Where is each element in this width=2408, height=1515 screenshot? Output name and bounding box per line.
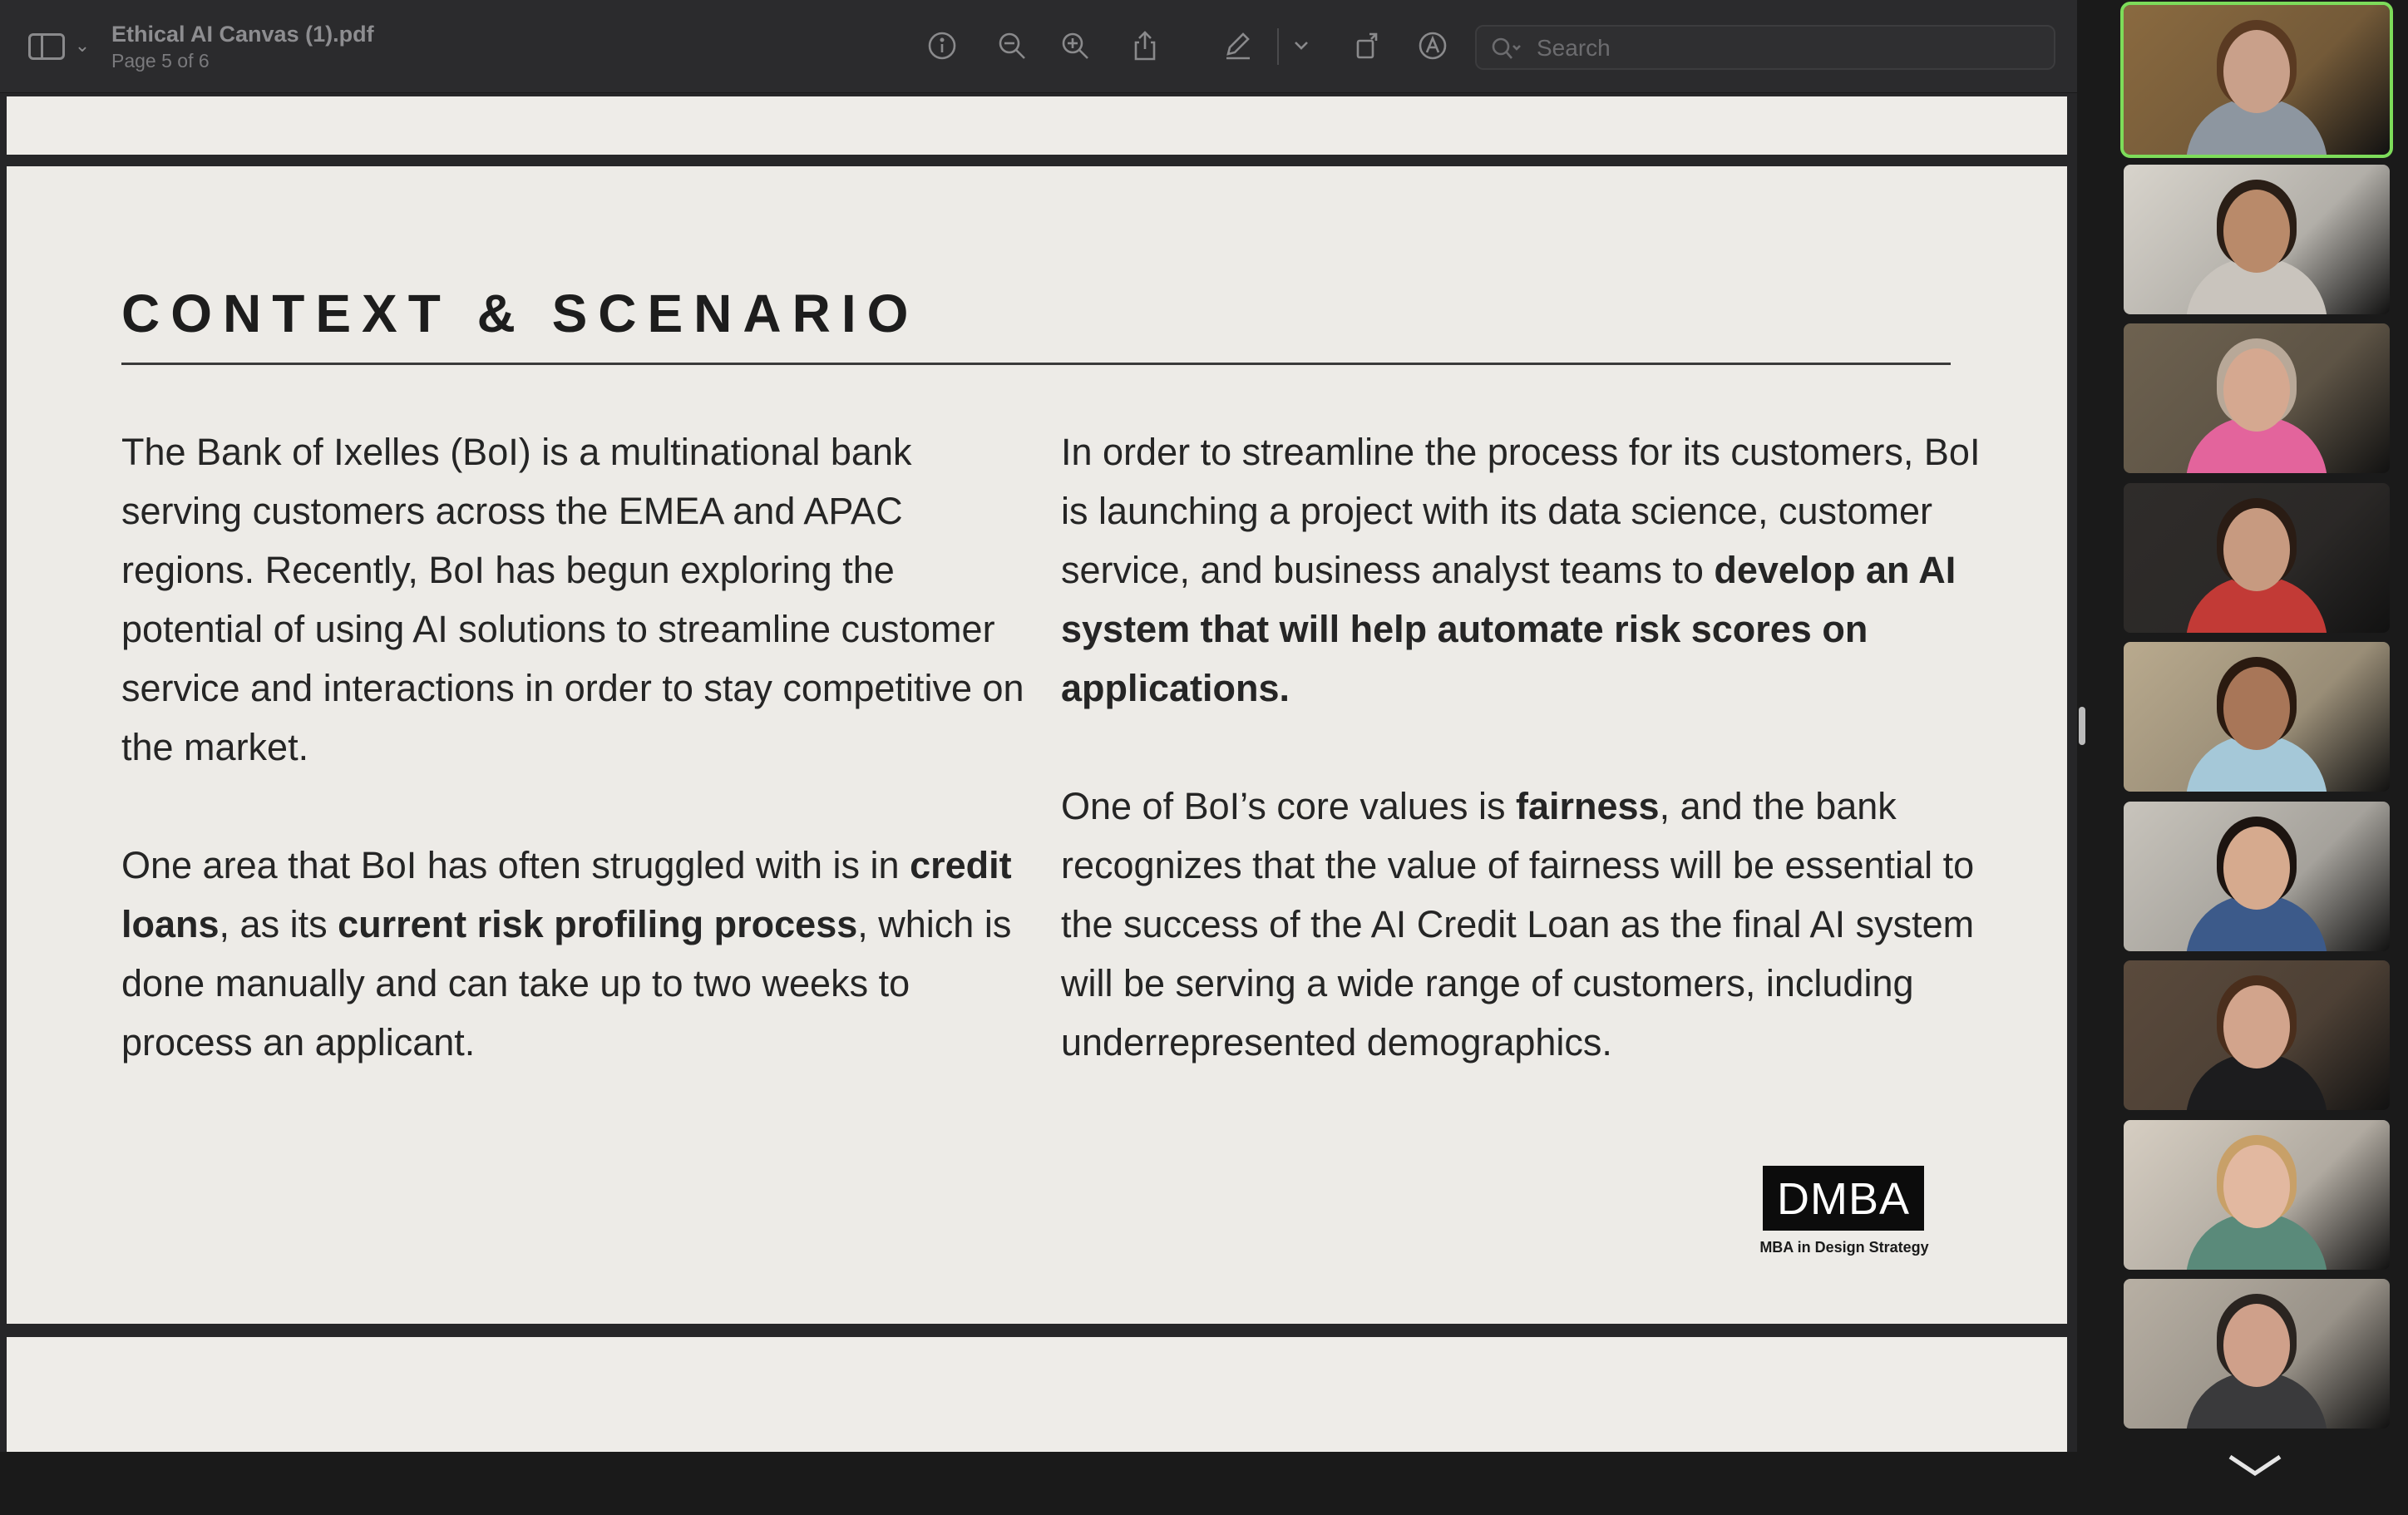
viewer-toolbar: [0, 0, 2077, 93]
participant-video-tile[interactable]: [2124, 642, 2390, 792]
zoom-out-icon[interactable]: [993, 27, 1031, 65]
participant-face: [2223, 667, 2290, 750]
document-title: Ethical AI Canvas (1).pdf: [111, 22, 374, 47]
left-text-column: [121, 422, 1028, 1072]
paragraph: In order to streamline the process for its customers, BoI is launching a project with its data science, customer service, and business analyst teams to develop an AI system that will help automate risk scores on applications.: [1061, 431, 1981, 709]
participant-face: [2223, 190, 2290, 273]
chevron-down-icon[interactable]: [1282, 27, 1320, 65]
participant-face: [2223, 30, 2290, 113]
paragraph: One area that BoI has often struggled with is in credit loans, as its current risk profiling process, which is done manually and can take up to two weeks to process an applicant.: [121, 844, 1012, 1063]
participant-video-tile[interactable]: [2124, 1279, 2390, 1429]
participant-face: [2223, 348, 2290, 432]
slide-heading: CONTEXT & SCENARIO: [121, 284, 920, 343]
sidebar-toggle-icon[interactable]: [28, 33, 65, 60]
next-page: [7, 1337, 2067, 1452]
participant-video-tile[interactable]: [2124, 1120, 2390, 1270]
search-icon: [1490, 36, 1523, 62]
participant-video-tile[interactable]: [2124, 5, 2390, 155]
document-page-current: [7, 166, 2067, 1324]
search-input[interactable]: [1537, 34, 2035, 62]
participant-face: [2223, 1145, 2290, 1228]
participant-face: [2223, 985, 2290, 1068]
participant-face: [2223, 508, 2290, 591]
zoom-in-icon[interactable]: [1056, 27, 1094, 65]
toolbar-divider: [1277, 28, 1279, 65]
participant-video-tile[interactable]: [2124, 323, 2390, 473]
annotate-icon[interactable]: [1414, 27, 1452, 65]
page-indicator: Page 5 of 6: [111, 50, 210, 72]
share-icon[interactable]: [1126, 27, 1164, 65]
rotate-icon[interactable]: [1349, 27, 1387, 65]
chevron-down-icon[interactable]: [2222, 1448, 2288, 1482]
info-icon[interactable]: [923, 27, 961, 65]
participant-face: [2223, 1304, 2290, 1387]
right-text-column: [1061, 422, 1984, 1072]
dmba-logo: DMBA: [1763, 1166, 1924, 1231]
chevron-down-icon[interactable]: ⌄: [74, 35, 91, 56]
resize-handle[interactable]: [2079, 707, 2085, 745]
logo-tagline: MBA in Design Strategy: [1759, 1239, 1929, 1256]
participant-face: [2223, 827, 2290, 910]
participant-video-tile[interactable]: [2124, 802, 2390, 951]
paragraph: One of BoI’s core values is fairness, and the bank recognizes that the value of fairness will be essential to the success of the AI Credit Loan as the final AI system will be serving a wide range of customers, including underrepresented demographics.: [1061, 785, 1975, 1063]
markup-pen-icon[interactable]: [1219, 27, 1257, 65]
participant-video-tile[interactable]: [2124, 165, 2390, 314]
previous-page: [7, 96, 2067, 155]
search-field[interactable]: [1475, 25, 2055, 70]
participant-video-tile[interactable]: [2124, 483, 2390, 633]
participant-video-tile[interactable]: [2124, 960, 2390, 1110]
paragraph: The Bank of Ixelles (BoI) is a multinational bank serving customers across the EMEA and APAC regions. Recently, BoI has begun exploring the potential of using AI solutions to streamline customer service and interactions in order to stay competitive on the market.: [121, 431, 1024, 768]
heading-divider: [121, 363, 1951, 365]
